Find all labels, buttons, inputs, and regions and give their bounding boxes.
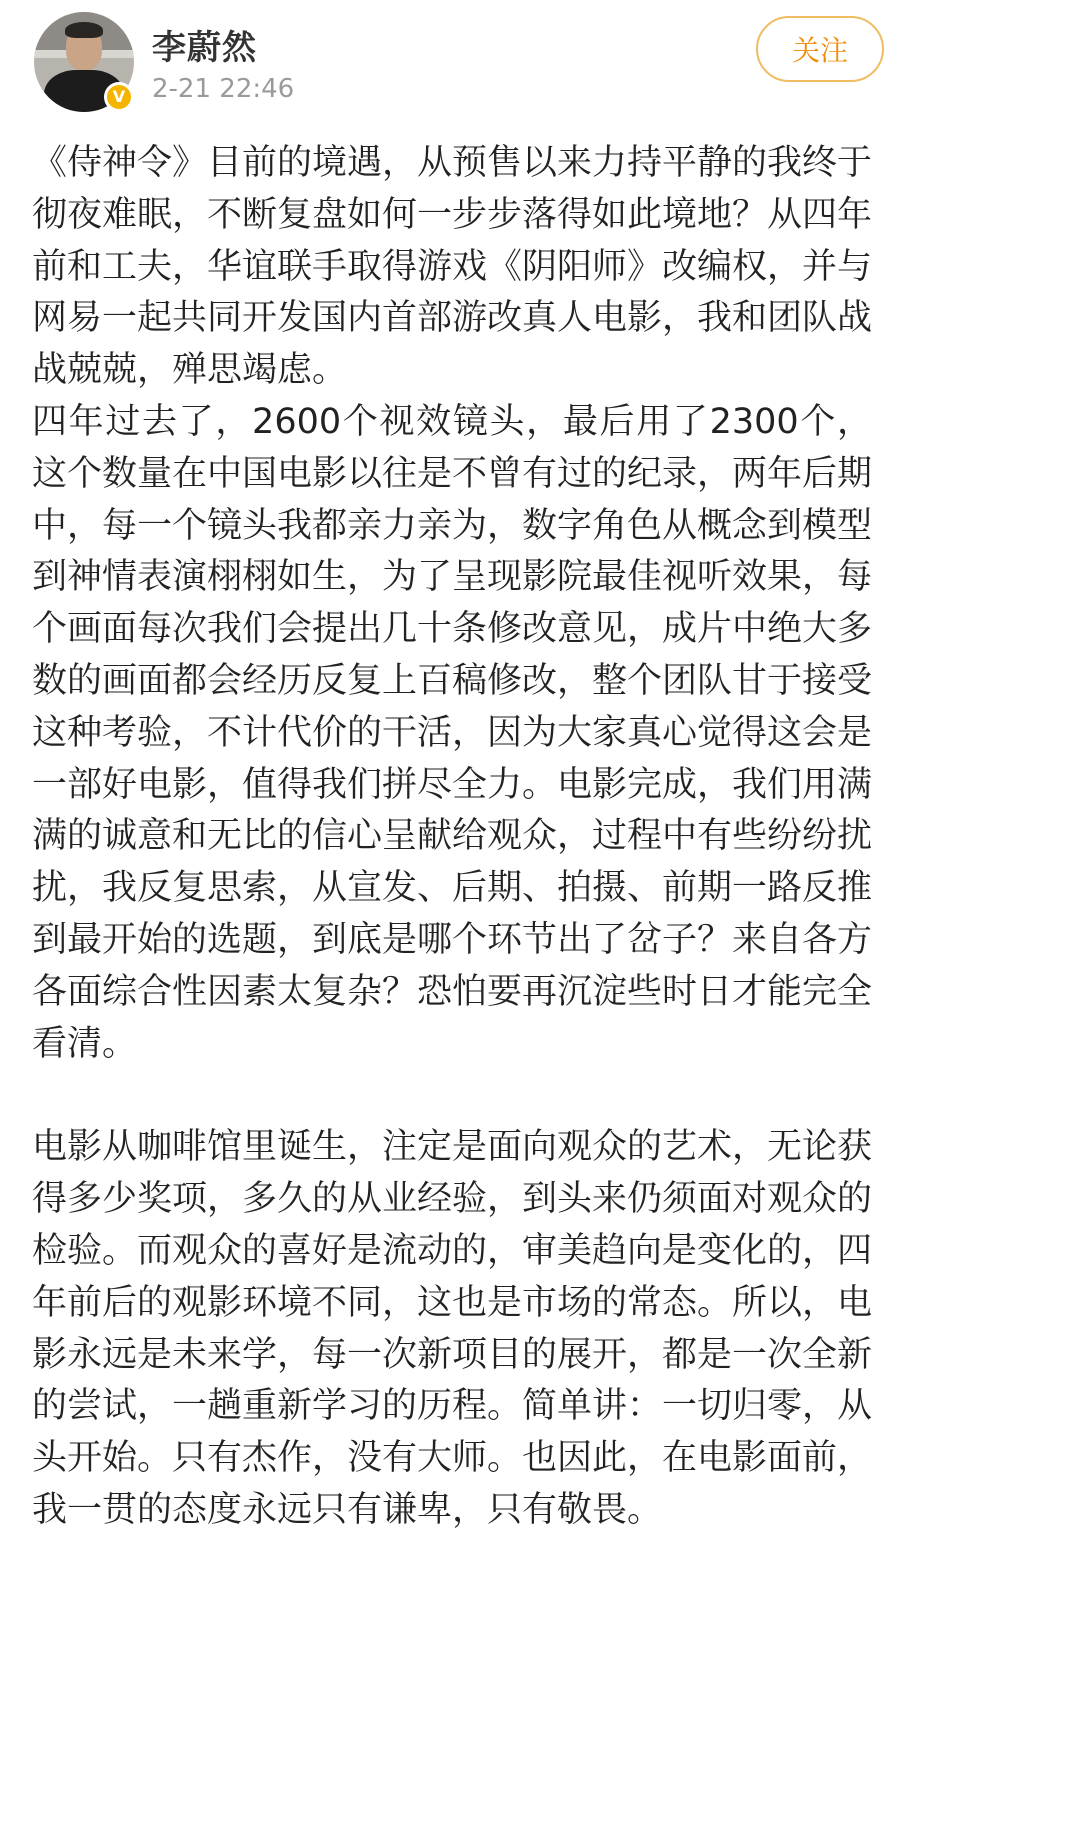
post-timestamp: 2-21 22:46: [152, 74, 295, 104]
post-paragraph-3: 电影从咖啡馆里诞生，注定是面向观众的艺术，无论获得多少奖项，多久的从业经验，到头来仍须面对观众的检验。而观众的喜好是流动的，审美趋向是变化的，四年前后的观影环境不同，这也是市场的常态。所以，电影永远是未来学，每一次新项目的展开，都是一次全新的尝试，一趟重新学习的历程。简单讲：一切归零，从头开始。只有杰作，没有大师。也因此，在电影面前，我一贯的态度永远只有谦卑，只有敬畏。: [32, 1127, 873, 1530]
verified-badge-icon: V: [104, 82, 134, 112]
follow-button[interactable]: 关注: [756, 16, 884, 82]
post-paragraph-1: 《侍神令》目前的境遇，从预售以来力持平静的我终于彻夜难眠，不断复盘如何一步步落得如此境地？从四年前和工夫，华谊联手取得游戏《阴阳师》改编权，并与网易一起共同开发国内首部游改真人电影，我和团队战战兢兢，殚思竭虑。: [32, 143, 873, 391]
paragraph-spacer: [32, 1070, 872, 1122]
post-header: [0, 0, 1080, 124]
post-paragraph-2: 四年过去了，2600个视效镜头，最后用了2300个，这个数量在中国电影以往是不曾有过的纪录，两年后期中，每一个镜头我都亲力亲为，数字角色从概念到模型到神情表演栩栩如生，为了呈现影院最佳视听效果，每个画面每次我们会提出几十条修改意见，成片中绝大多数的画面都会经历反复上百稿修改，整个团队甘于接受这种考验，不计代价的干活，因为大家真心觉得这会是一部好电影，值得我们拼尽全力。电影完成，我们用满满的诚意和无比的信心呈献给观众，过程中有些纷纷扰扰，我反复思索，从宣发、后期、拍摄、前期一路反推到最开始的选题，到底是哪个环节出了岔子？来自各方各面综合性因素太复杂？恐怕要再沉淀些时日才能完全看清。: [32, 401, 873, 1064]
author-name[interactable]: 李蔚然: [152, 28, 257, 68]
post-body: [32, 138, 872, 1537]
avatar-hair: [65, 22, 103, 38]
